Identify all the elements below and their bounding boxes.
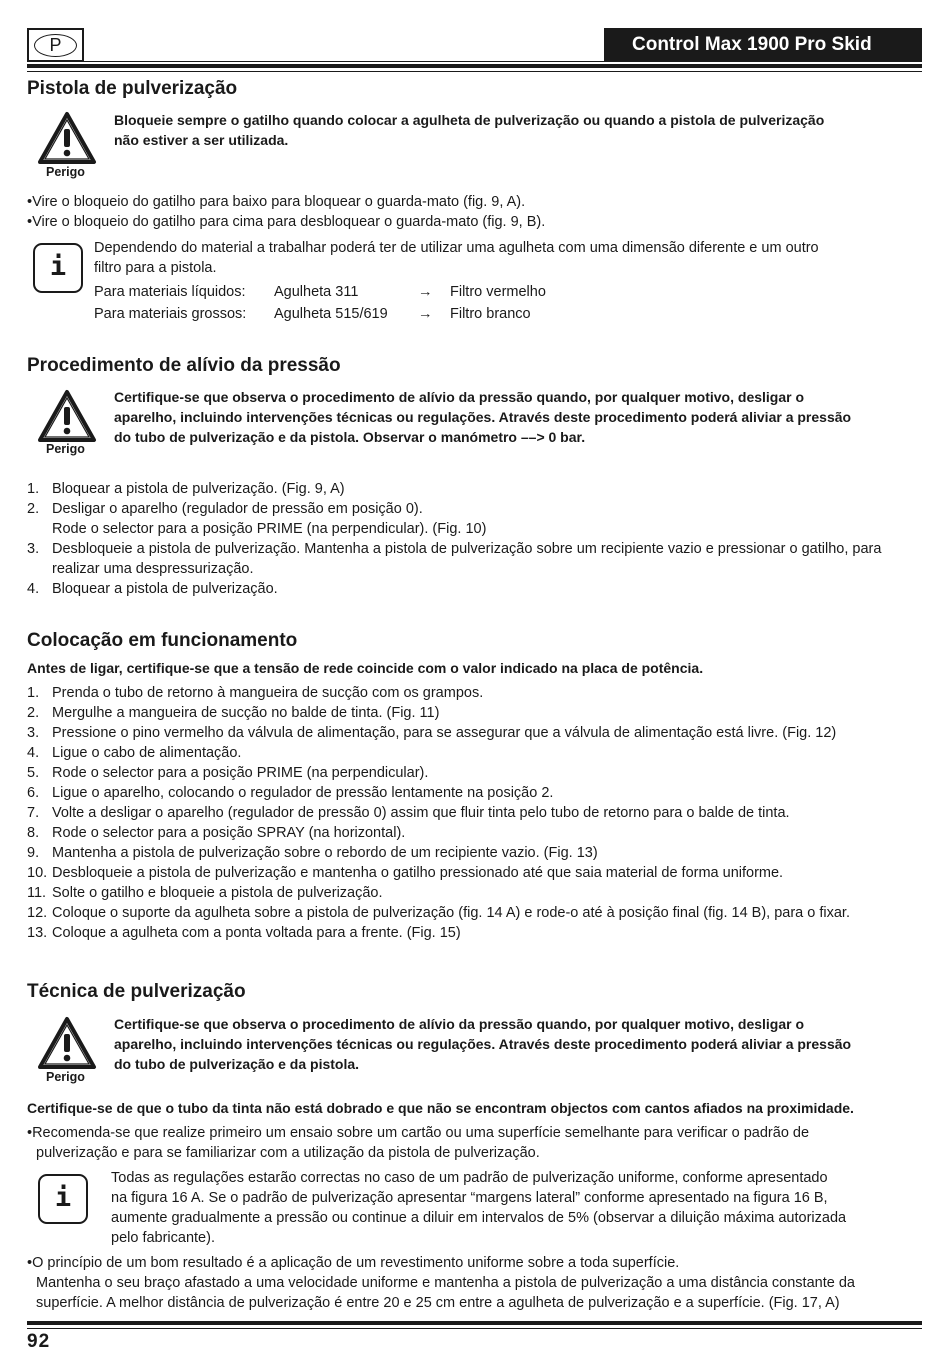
header-rule-thin <box>27 71 922 72</box>
info-icon: i <box>33 243 83 293</box>
section-heading-colocacao: Colocação em funcionamento <box>27 630 298 651</box>
list-item: •Recomenda-se que realize primeiro um ensaio sobre um cartão ou uma superfície semelhante para verificar o padrão de <box>27 1125 810 1141</box>
warning-text: Certifique-se que observa o procedimento de alívio da pressão quando, por qualquer motivo, desligar o aparelho, incluindo intervenções técnicas ou regulações. Através deste procedimento poderá aliviar a pressão do tubo de pulverização e da pistola. Observar o manómetro ––> 0 bar. <box>114 389 852 445</box>
list-item-continuation: superfície. A melhor distância de pulverização é entre 20 e 25 cm entre a agulheta de pulverização e a superfície. (Fig. 17, A) <box>36 1295 840 1311</box>
list-item: 5. Rode o selector para a posição PRIME (na perpendicular). <box>27 765 429 781</box>
bullet: • <box>27 194 33 210</box>
footer-rule-thin <box>27 1328 922 1329</box>
warning-label: Perigo <box>46 165 85 179</box>
section-heading-tecnica: Técnica de pulverização <box>27 981 246 1002</box>
page-number: 92 <box>27 1331 51 1352</box>
section-heading-pistola: Pistola de pulverização <box>27 78 238 99</box>
table-row: Para materiais grossos: <box>94 306 247 322</box>
arrow-right-icon: → <box>418 306 433 322</box>
list-item: 10. Desbloqueie a pistola de pulverização e mantenha o gatilho pressionado até que saia material de forma uniforme. <box>27 865 784 881</box>
section-heading-alivio: Procedimento de alívio da pressão <box>27 355 341 376</box>
list-item: 13. Coloque a agulheta com a ponta voltada para a frente. (Fig. 15) <box>27 925 461 941</box>
list-item: 1. Prenda o tubo de retorno à mangueira de sucção com os grampos. <box>27 685 484 701</box>
list-item-continuation: Mantenha o seu braço afastado a uma velocidade uniforme e mantenha a pistola de pulverização a uma distância constante da <box>36 1275 855 1291</box>
list-item-continuation: Rode o selector para a posição PRIME (na perpendicular). (Fig. 10) <box>52 521 487 537</box>
table-cell: Filtro branco <box>450 306 531 322</box>
info-icon: i <box>38 1174 88 1224</box>
info-text: Dependendo do material a trabalhar poderá ter de utilizar uma agulheta com uma dimensão diferente e um outro filtro para a pistola. <box>94 240 819 276</box>
list-item: 6. Ligue o aparelho, colocando o regulador de pressão lentamente na posição 2. <box>27 785 554 801</box>
intro-note: Antes de ligar, certifique-se que a tensão de rede coincide com o valor indicado na placa de potência. <box>27 660 704 676</box>
language-code: P <box>34 34 77 57</box>
bullet: • <box>27 1255 33 1271</box>
list-item: 2. Desligar o aparelho (regulador de pressão em posição 0). <box>27 501 423 517</box>
list-item: 8. Rode o selector para a posição SPRAY (na horizontal). <box>27 825 406 841</box>
warning-text: Bloqueie sempre o gatilho quando colocar a agulheta de pulverização ou quando a pistola de pulverização não estiver a ser utilizada. <box>114 112 825 148</box>
list-item: 2. Mergulhe a mangueira de sucção no balde de tinta. (Fig. 11) <box>27 705 440 721</box>
list-item: •O princípio de um bom resultado é a aplicação de um revestimento uniforme sobre a toda superfície. <box>27 1255 680 1271</box>
warning-triangle-icon <box>37 389 97 443</box>
table-cell: Agulheta 515/619 <box>274 306 388 322</box>
list-item: 1. Bloquear a pistola de pulverização. (Fig. 9, A) <box>27 481 345 497</box>
header-line <box>84 61 604 62</box>
list-item: 4. Bloquear a pistola de pulverização. <box>27 581 278 597</box>
warning-text: Certifique-se que observa o procedimento de alívio da pressão quando, por qualquer motivo, desligar o aparelho, incluindo intervenções técnicas ou regulações. Através deste procedimento poderá aliviar a pressão do tubo de pulverização e da pistola. <box>114 1016 852 1072</box>
bold-note: Certifique-se de que o tubo da tinta não está dobrado e que não se encontram objectos com cantos afiados na proximidade. <box>27 1100 854 1116</box>
info-text: Todas as regulações estarão correctas no caso de um padrão de pulverização uniforme, conforme apresentado na figura 16 A. Se o padrão de pulverização apresentar “margens lateral” conforme apresentado na figura 16 B, aumente gradualmente a pressão ou continue a diluir em intervalos de 5% (observar a diluição máxima autorizada pelo fabricante). <box>111 1170 847 1246</box>
warning-label: Perigo <box>46 1070 85 1084</box>
list-item: •Vire o bloqueio do gatilho para cima para desbloquear o guarda-mato (fig. 9, B). <box>27 214 546 230</box>
list-item: 3. Pressione o pino vermelho da válvula de alimentação, para se assegurar que a válvula de alimentação está livre. (Fig. 12) <box>27 725 837 741</box>
list-item-continuation: realizar uma despressurização. <box>52 561 254 577</box>
footer-rule <box>27 1321 922 1325</box>
arrow-right-icon: → <box>418 284 433 300</box>
list-item: 4. Ligue o cabo de alimentação. <box>27 745 242 761</box>
warning-label: Perigo <box>46 442 85 456</box>
table-cell: Agulheta 311 <box>274 284 359 300</box>
header-rule <box>27 64 922 68</box>
bullet: • <box>27 214 33 230</box>
list-item: •Vire o bloqueio do gatilho para baixo para bloquear o guarda-mato (fig. 9, A). <box>27 194 526 210</box>
list-item: 3. Desbloqueie a pistola de pulverização. Mantenha a pistola de pulverização sobre um recipiente vazio e pressionar o gatilho, para <box>27 541 882 557</box>
list-item: 11. Solte o gatilho e bloqueie a pistola de pulverização. <box>27 885 383 901</box>
warning-triangle-icon <box>37 111 97 165</box>
table-row: Para materiais líquidos: <box>94 284 246 300</box>
list-item: 7. Volte a desligar o aparelho (regulador de pressão 0) assim que fluir tinta pelo tubo de retorno para o balde de tinta. <box>27 805 790 821</box>
table-cell: Filtro vermelho <box>450 284 546 300</box>
document-title: Control Max 1900 Pro Skid <box>604 28 922 62</box>
list-item: 9. Mantenha a pistola de pulverização sobre o rebordo de um recipiente vazio. (Fig. 13) <box>27 845 598 861</box>
list-item-continuation: pulverização e para se familiarizar com a utilização da pistola de pulverização. <box>36 1145 540 1161</box>
warning-triangle-icon <box>37 1016 97 1070</box>
bullet: • <box>27 1125 33 1141</box>
list-item: 12. Coloque o suporte da agulheta sobre a pistola de pulverização (fig. 14 A) e rode-o até à posição final (fig. 14 B), para o fixar. <box>27 905 850 921</box>
